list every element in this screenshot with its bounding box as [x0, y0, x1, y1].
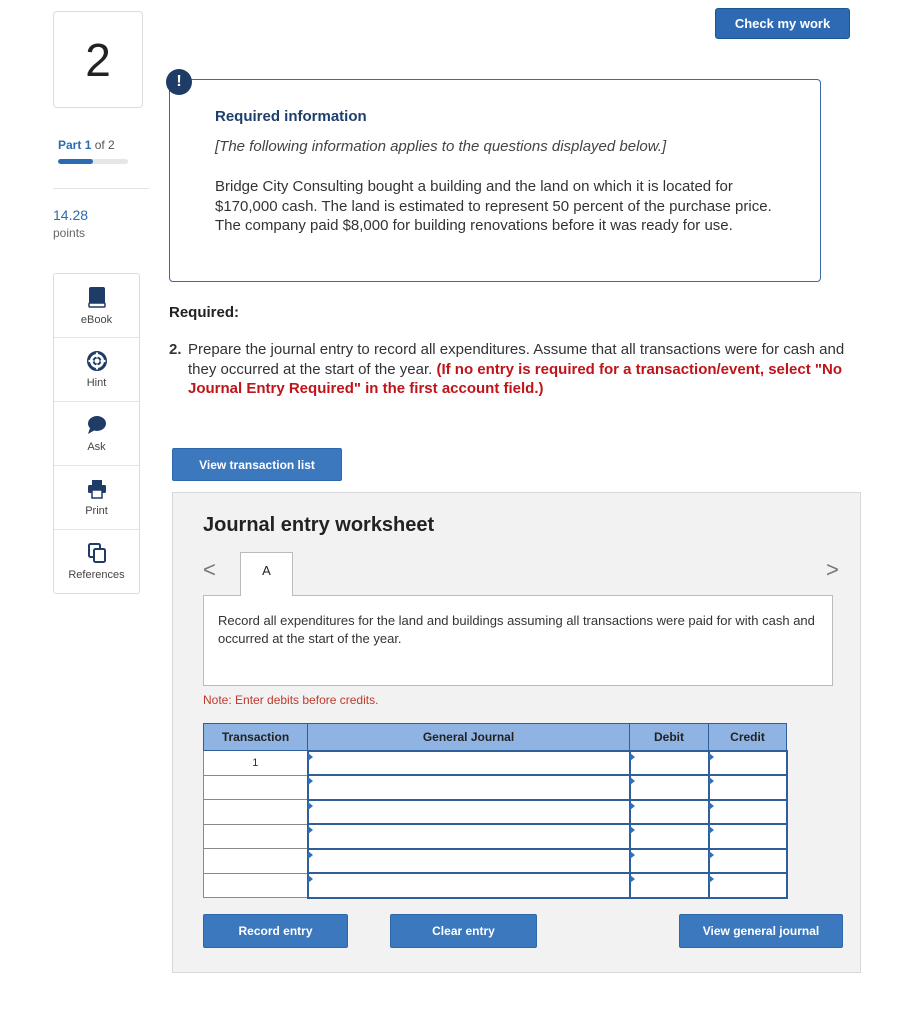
debit-cell[interactable] [630, 800, 709, 825]
table-row [204, 824, 787, 849]
credit-cell[interactable] [709, 824, 787, 849]
debit-cell[interactable] [630, 751, 709, 776]
debits-note: Note: Enter debits before credits. [203, 693, 379, 707]
account-cell[interactable] [308, 775, 630, 800]
book-icon [88, 286, 106, 308]
journal-entry-table [203, 723, 788, 899]
required-body [188, 340, 859, 399]
next-entry-chevron-icon[interactable]: > [826, 557, 839, 582]
record-entry-button[interactable]: Record entry [203, 914, 348, 948]
credit-cell[interactable] [709, 800, 787, 825]
account-input[interactable] [309, 776, 629, 799]
part-progress-fill [58, 159, 93, 164]
chat-bubble-icon [87, 415, 107, 435]
question-number: 2 [53, 11, 143, 108]
table-row [204, 873, 787, 898]
prev-entry-chevron-icon[interactable]: < [203, 557, 216, 582]
required-number: 2. [169, 341, 182, 358]
credit-input[interactable] [710, 874, 786, 897]
tool-label: Hint [86, 376, 107, 389]
part-current: 1 [84, 138, 92, 152]
transaction-cell: 1 [204, 751, 308, 776]
debit-input[interactable] [631, 850, 708, 873]
tab-entry-a[interactable]: A [240, 552, 293, 596]
lifebuoy-icon [87, 351, 107, 371]
copy-icon [88, 543, 106, 563]
debit-input[interactable] [631, 874, 708, 897]
col-general-journal: General Journal [308, 724, 630, 751]
required-text: Prepare the journal entry to record all expenditures. Assume that all transactions were for cash and they occurred at the start of the year. [188, 341, 845, 378]
debit-input[interactable] [631, 801, 708, 824]
credit-input[interactable] [710, 825, 786, 848]
check-my-work-button[interactable]: Check my work [715, 8, 850, 39]
view-transaction-list-button[interactable]: View transaction list [172, 448, 342, 481]
account-input[interactable] [309, 874, 629, 897]
entry-description: Record all expenditures for the land and buildings assuming all transactions were paid for with cash and occurred at the start of the year. [203, 595, 833, 686]
debit-input[interactable] [631, 752, 708, 775]
tools-panel [53, 273, 140, 594]
credit-input[interactable] [710, 850, 786, 873]
tool-label: Print [85, 504, 108, 517]
tool-references[interactable] [54, 530, 139, 594]
part-progress-bar [58, 159, 128, 164]
transaction-cell [204, 824, 308, 849]
part-of-total: of 2 [94, 138, 115, 152]
debit-cell[interactable] [630, 873, 709, 898]
debit-input[interactable] [631, 776, 708, 799]
account-input[interactable] [309, 850, 629, 873]
tool-label: References [68, 569, 125, 581]
table-row [204, 775, 787, 800]
transaction-cell [204, 873, 308, 898]
credit-cell[interactable] [709, 775, 787, 800]
worksheet-title: Journal entry worksheet [203, 514, 435, 536]
account-cell[interactable] [308, 849, 630, 874]
printer-icon [87, 479, 107, 499]
info-subtitle: [The following information applies to the questions displayed below.] [215, 138, 667, 155]
alert-icon: ! [166, 69, 192, 95]
part-prefix: Part [58, 138, 82, 152]
required-instruction [169, 340, 859, 399]
account-input[interactable] [309, 801, 629, 824]
debit-cell[interactable] [630, 849, 709, 874]
account-cell[interactable] [308, 873, 630, 898]
col-transaction: Transaction [204, 724, 308, 751]
info-body: Bridge City Consulting bought a building and the land on which it is located for $170,000 cash. The land is estimated to represent 50 percent of the purchase price. The company paid $8,000 for building renovations before it was ready for use. [215, 178, 772, 234]
credit-input[interactable] [710, 776, 786, 799]
tool-print[interactable] [54, 466, 139, 530]
table-row [204, 751, 787, 776]
rail-divider [53, 188, 149, 189]
account-input[interactable] [309, 825, 629, 848]
required-highlight: (If no entry is required for a transaction/event, select "No Journal Entry Required" in the first account field.) [188, 360, 843, 397]
transaction-cell [204, 800, 308, 825]
col-credit: Credit [709, 724, 787, 751]
tool-ebook[interactable] [54, 274, 139, 338]
part-indicator [58, 138, 115, 152]
transaction-cell [204, 775, 308, 800]
debit-input[interactable] [631, 825, 708, 848]
required-heading: Required: [169, 304, 240, 321]
tool-label: eBook [80, 313, 113, 326]
account-input[interactable] [309, 752, 629, 775]
tool-hint[interactable] [54, 338, 139, 402]
journal-header-row [204, 724, 787, 751]
view-general-journal-button[interactable]: View general journal [679, 914, 843, 948]
credit-cell[interactable] [709, 873, 787, 898]
col-debit: Debit [630, 724, 709, 751]
table-row [204, 849, 787, 874]
debit-cell[interactable] [630, 824, 709, 849]
tool-label: Ask [87, 440, 106, 453]
table-row [204, 800, 787, 825]
clear-entry-button[interactable]: Clear entry [390, 914, 537, 948]
debit-cell[interactable] [630, 775, 709, 800]
credit-cell[interactable] [709, 849, 787, 874]
info-title: Required information [215, 108, 367, 125]
points-label: points [53, 226, 86, 240]
transaction-cell [204, 849, 308, 874]
credit-input[interactable] [710, 752, 786, 775]
account-cell[interactable] [308, 800, 630, 825]
tool-ask[interactable] [54, 402, 139, 466]
account-cell[interactable] [308, 824, 630, 849]
points-value: 14.28 [53, 207, 89, 223]
credit-input[interactable] [710, 801, 786, 824]
account-cell[interactable] [308, 751, 630, 776]
credit-cell[interactable] [709, 751, 787, 776]
